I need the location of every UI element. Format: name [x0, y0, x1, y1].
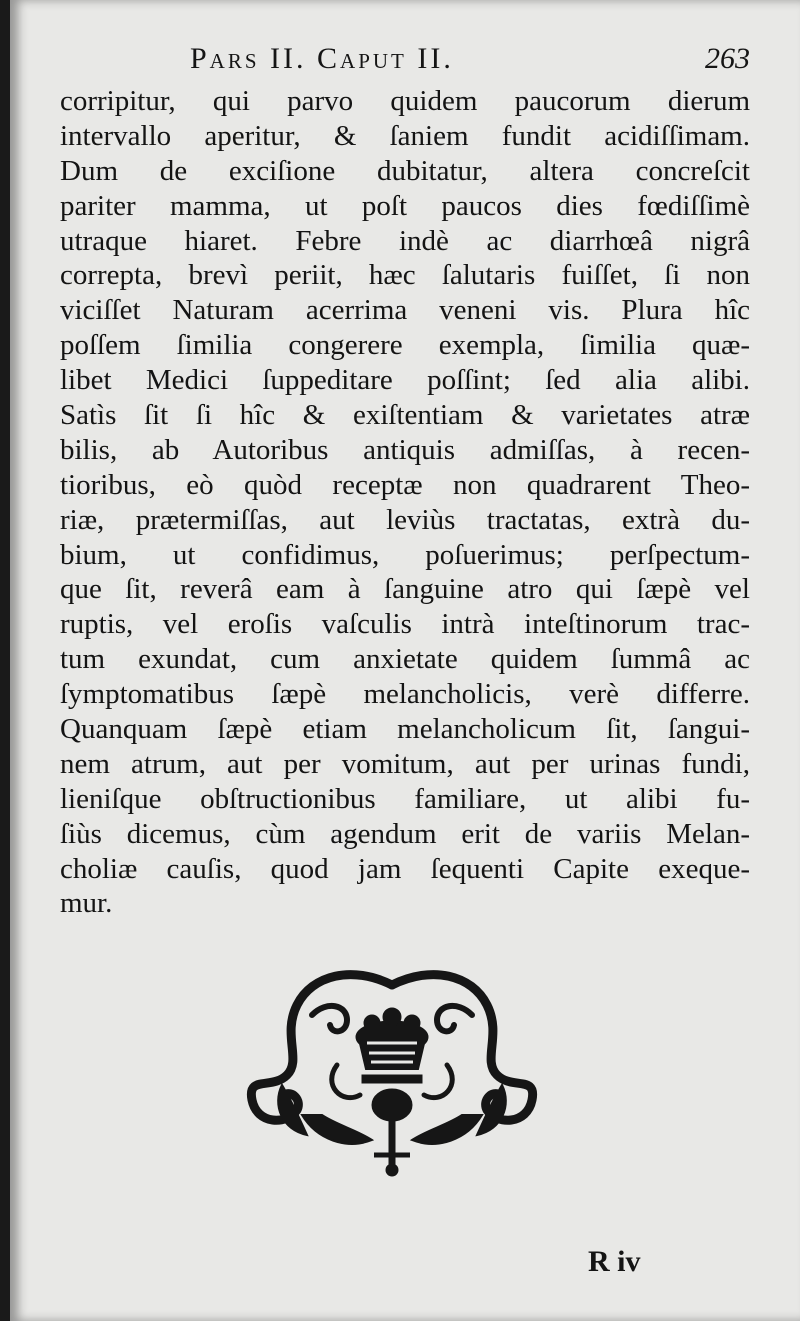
text-line: lieniſque obſtructionibus familiare, ut alibi fu- — [60, 782, 750, 815]
text-line: bium, ut confidimus, poſuerimus; perſpectum- — [60, 538, 750, 571]
running-header — [190, 42, 750, 82]
text-line: intervallo aperitur, & ſaniem fundit acidiſſimam. — [60, 119, 750, 152]
text-line: pariter mamma, ut poſt paucos dies fœdiſſimè — [60, 189, 750, 222]
text-line: riæ, prætermiſſas, aut leviùs tractatas, extrà du- — [60, 503, 750, 536]
text-line: Satìs ſit ſi hîc & exiſtentiam & varietates atræ — [60, 399, 750, 432]
text-line: tum exundat, cum anxietate quidem ſummâ ac — [60, 643, 750, 676]
body-text — [60, 84, 750, 921]
text-line: mur. — [60, 887, 113, 920]
text-line: nem atrum, aut per vomitum, aut per urinas fundi, — [60, 747, 750, 780]
text-line: viciſſet Naturam acerrima veneni vis. Plura hîc — [60, 294, 750, 327]
text-line: tioribus, eò quòd receptæ non quadrarent Theo- — [60, 468, 750, 501]
text-line: utraque hiaret. Febre indè ac diarrhœâ nigrâ — [60, 224, 750, 257]
printers-ornament — [242, 965, 542, 1180]
page-number: 263 — [705, 42, 750, 75]
text-line: libet Medici ſuppeditare poſſint; ſed alia alibi. — [60, 364, 750, 397]
text-line: bilis, ab Autoribus antiquis admiſſas, à recen- — [60, 433, 750, 466]
text-line: ruptis, vel eroſis vaſculis intrà inteſtinorum trac- — [60, 608, 750, 641]
text-line: Quanquam ſæpè etiam melancholicum ſit, ſangui- — [60, 713, 750, 746]
text-line: que ſit, reverâ eam à ſanguine atro qui ſæpè vel — [60, 573, 750, 606]
text-line: correpta, brevì periit, hæc ſalutaris fuiſſet, ſi non — [60, 259, 750, 292]
text-line: Dum de exciſione dubitatur, altera concreſcit — [60, 154, 750, 187]
text-line: ſiùs dicemus, cùm agendum erit de variis Melan- — [60, 817, 750, 850]
text-line: corripitur, qui parvo quidem paucorum dierum — [60, 85, 750, 117]
text-line: choliæ cauſis, quod jam ſequenti Capite exeque- — [60, 852, 750, 885]
text-line: ſymptomatibus ſæpè melancholicis, verè differre. — [60, 678, 750, 711]
text-line: poſſem ſimilia congerere exempla, ſimilia quæ- — [60, 329, 750, 362]
running-title: Pars II. Caput II. — [190, 42, 454, 75]
book-page — [10, 0, 800, 1321]
signature-mark: R iv — [588, 1245, 641, 1278]
